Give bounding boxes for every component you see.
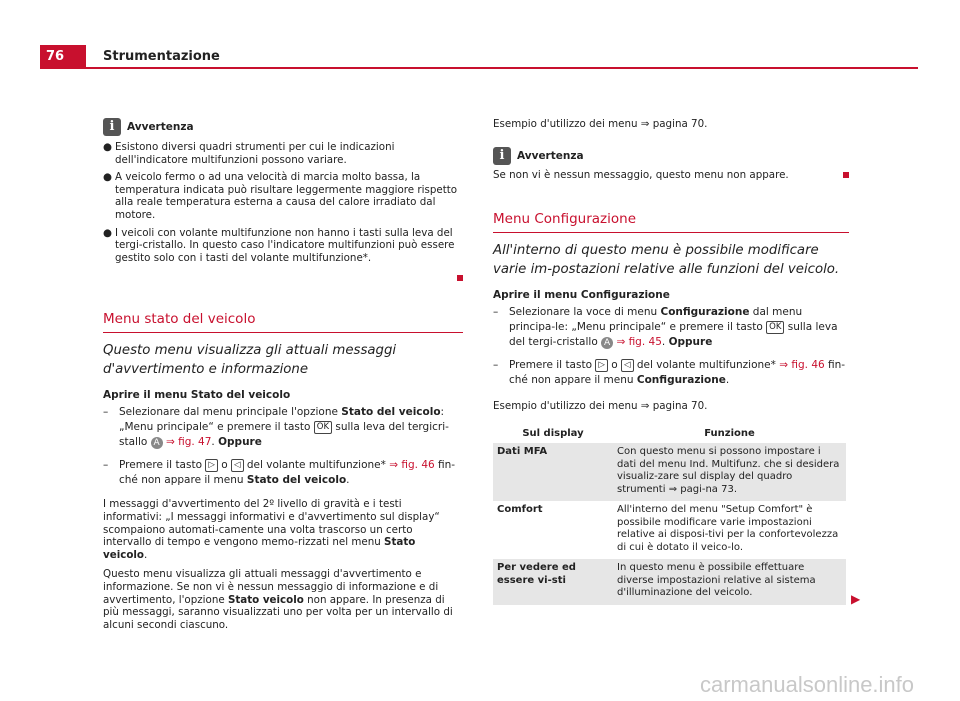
section-stato-veicolo	[103, 311, 463, 631]
figure-link[interactable]: ⇒ fig. 46	[779, 359, 825, 372]
note-text: Se non vi è nessun messaggio, questo menu non appare.	[493, 168, 789, 181]
page-number: 76	[40, 45, 86, 69]
ok-key-icon: OK	[766, 321, 784, 334]
section-configurazione	[493, 211, 849, 605]
prev-key-icon: ◁	[621, 359, 634, 372]
end-marker	[843, 172, 849, 178]
note-bullet: ● I veicoli con volante multifunzione non hanno i tasti sulla leva del tergi-cristallo. In questo caso l'indicatore multifunzioni può essere gestito solo con i tasti del volante multifunzione*.	[103, 226, 455, 264]
table-header: Sul display	[522, 427, 584, 439]
watermark: carmanualsonline.info	[700, 672, 915, 697]
note-bullet: ● Esistono diversi quadri strumenti per cui le indicazioni dell'indicatore multifunzioni possono variare.	[103, 141, 395, 166]
note-box	[493, 147, 849, 182]
paragraph: I messaggi d'avvertimento del 2º livello di gravità e i testi informativi: „I messaggi informativi e d'avvertimento sul display“ scompaiono automati-camente una volta trascorso un certo intervallo di tempo e vengono memo-rizzati nel menu Stato veicolo.	[103, 498, 440, 561]
table-row: Per vedere ed essere vi-sti In questo menu è possibile effettuare diverse impostazioni relative al sistema d'illuminazione del veicolo.	[493, 559, 846, 605]
step-item: – Premere il tasto ▷ o ◁ del volante multifunzione* ⇒ fig. 46 fin-ché non appare il menu Configurazione.	[493, 359, 846, 387]
step-item: – Selezionare la voce di menu Configurazione dal menu principa-le: „Menu principale“ e premere il tasto OK sulla leva del tergi-cristallo A ⇒ fig. 45. Oppure	[493, 306, 838, 349]
header-rule	[40, 67, 918, 69]
example-text: Esempio d'utilizzo dei menu ⇒ pagina 70.	[493, 118, 708, 130]
note-bullet: ● A veicolo fermo o ad una velocità di marcia molto bassa, la temperatura indicata può risultare leggermente maggiore rispetto alla reale temperatura esterna a causa del calore irradiato dal motore.	[103, 171, 458, 221]
end-marker	[457, 275, 463, 281]
info-icon: i	[493, 147, 511, 165]
running-header: Strumentazione	[103, 49, 220, 64]
callout-badge: A	[601, 337, 613, 349]
right-column	[493, 118, 849, 605]
note-title: Avvertenza	[517, 149, 584, 162]
note-box	[103, 118, 463, 285]
next-key-icon: ▷	[205, 459, 218, 472]
callout-badge: A	[151, 437, 163, 449]
figure-link[interactable]: ⇒ fig. 45	[616, 336, 662, 349]
continue-arrow-icon: ▶	[851, 592, 861, 606]
subheading: Aprire il menu Stato del veicolo	[103, 389, 291, 402]
table-header: Funzione	[704, 427, 755, 439]
section-title: Menu Configurazione	[493, 211, 637, 228]
paragraph: Questo menu visualizza gli attuali messaggi d'avvertimento e informazione. Se non vi è nessun messaggio di informazione e di avvertimento, l'opzione Stato veicolo non appare. In presenza di più messaggi, saranno visualizzati uno per volta per un intervallo di alcuni secondi ciascuno.	[103, 568, 453, 631]
step-item: – Selezionare dal menu principale l'opzione Stato del veicolo: „Menu principale“ e premere il tasto OK sulla leva del tergicri-stallo A ⇒ fig. 47. Oppure	[103, 406, 449, 449]
table-row: Dati MFA Con questo menu si possono impostare i dati del menu Ind. Multifunz. che si desidera visualiz-zare sul display del quadro strumenti ⇒ pagi-na 73.	[493, 443, 846, 501]
section-title: Menu stato del veicolo	[103, 311, 256, 328]
prev-key-icon: ◁	[231, 459, 244, 472]
table-row: Comfort All'interno del menu "Setup Comfort" è possibile modificare varie impostazioni relative ai disposi-tivi per la confortevolezza di cui è dotato il veico-lo.	[497, 504, 839, 553]
section-rule	[103, 332, 463, 333]
ok-key-icon: OK	[314, 421, 332, 434]
subheading: Aprire il menu Configurazione	[493, 289, 670, 302]
section-intro: All'interno di questo menu è possibile modificare varie im-postazioni relative alle funzioni del veicolo.	[493, 243, 840, 278]
figure-link[interactable]: ⇒ fig. 46	[389, 459, 435, 472]
section-intro: Questo menu visualizza gli attuali messaggi d'avvertimento e informazione	[103, 343, 397, 378]
example-text: Esempio d'utilizzo dei menu ⇒ pagina 70.	[493, 400, 708, 413]
info-icon: i	[103, 118, 121, 136]
next-key-icon: ▷	[595, 359, 608, 372]
figure-link[interactable]: ⇒ fig. 47	[165, 436, 212, 449]
section-rule	[493, 232, 849, 233]
note-title: Avvertenza	[127, 121, 194, 133]
left-column	[103, 118, 463, 631]
step-item: – Premere il tasto ▷ o ◁ del volante multifunzione* ⇒ fig. 46 fin-ché non appare il menu Stato del veicolo.	[103, 459, 456, 487]
function-table	[493, 425, 846, 605]
